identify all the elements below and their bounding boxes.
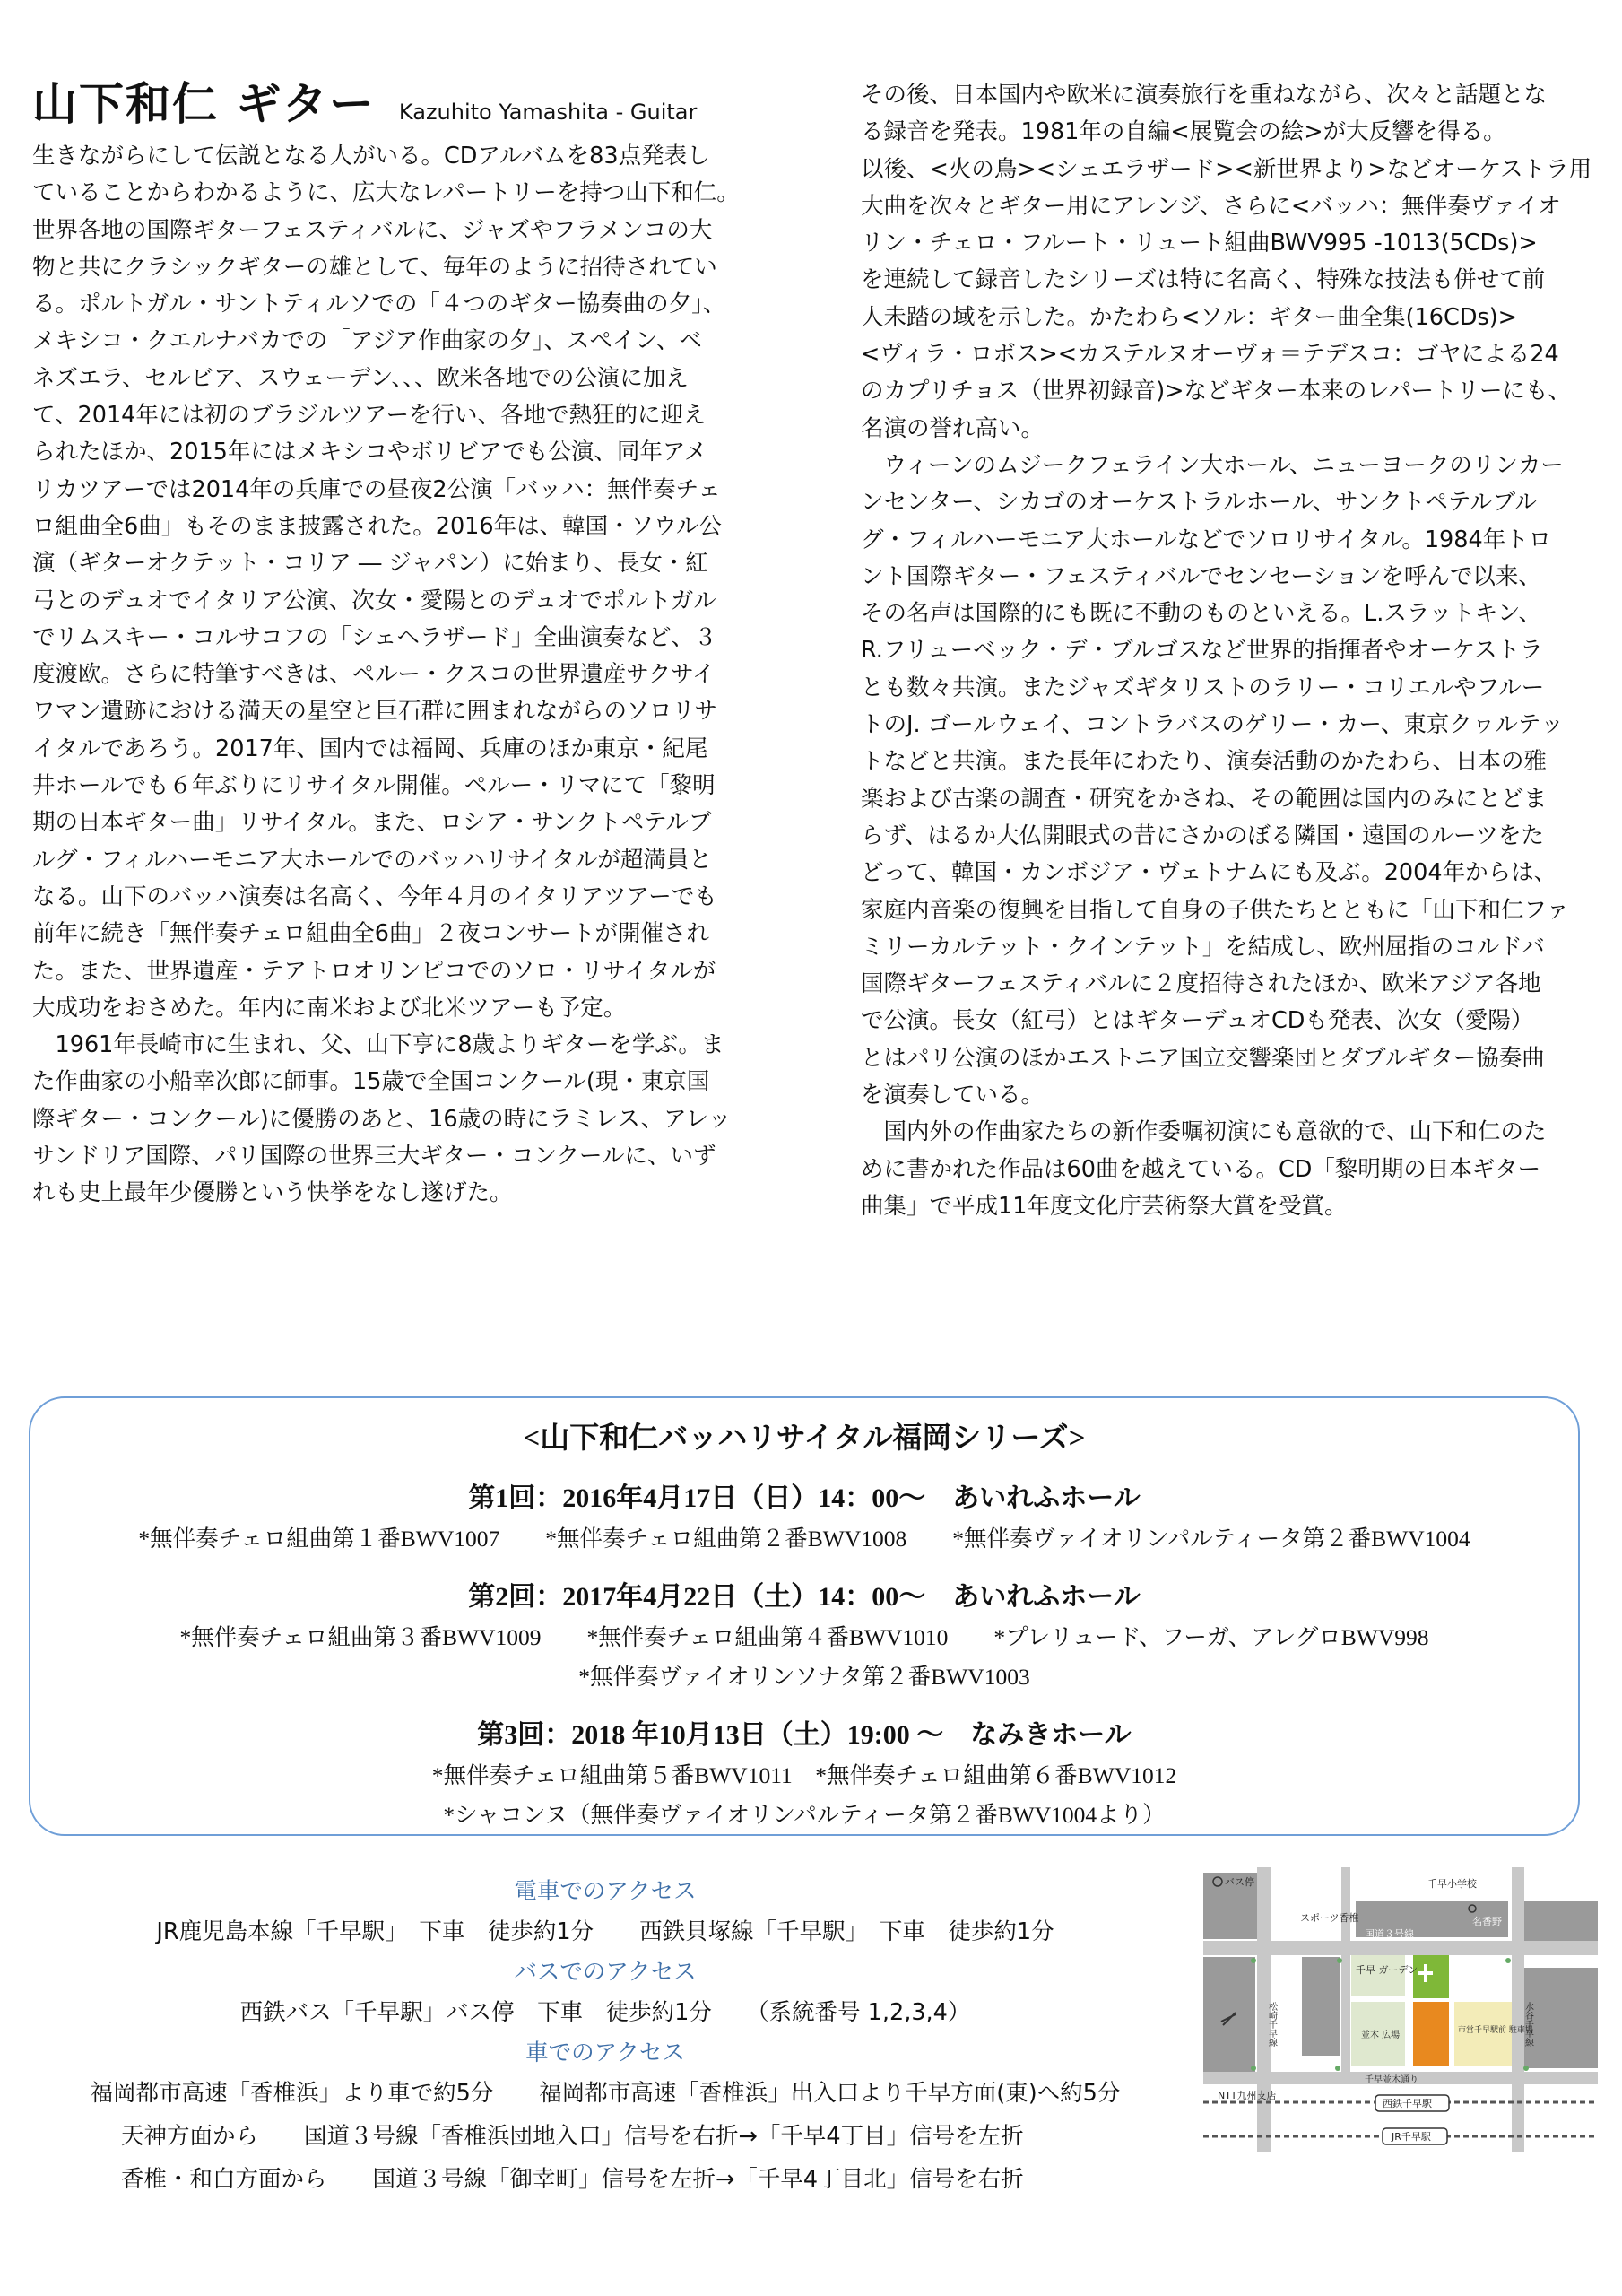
program-line: *無伴奏ヴァイオリンソナタ第２番BWV1003 <box>578 1664 1030 1690</box>
page-title <box>32 74 785 135</box>
bio-paragraph: その後、日本国内や欧米に演奏旅行を重ねながら、次々と話題とな る録音を発表。1981年の自編<展覧会の絵>が大反響を得る。 以後、<火の鳥><シェエラザード><新世界より>などオーケストラ用 大曲を次々とギター用にアレンジ、さらに<バッハ：無伴奏ヴァイオ リン・チェロ・フルート・リュート組曲BWV995 -1013(5CDs)> を連続して録音したシリーズは特に名高く、特殊な技法も併せて前 人未踏の域を示した。かたわら<ソル：ギター曲全集(16CDs)> <ヴィラ・ロボス><カステルヌオーヴォ＝テデスコ：ゴヤによる24 のカプリチョス（世界初録音)>などギター本来のレパートリーにも、 名演の誉れ高い。 <box>861 82 1592 442</box>
map-label: 千早並木通り <box>1365 2075 1418 2085</box>
series-title: <山下和仁バッハリサイタル福岡シリーズ> <box>523 1422 1086 1455</box>
title-english: Kazuhito Yamashita - Guitar <box>398 100 698 125</box>
map-label: 市営千早駅前 駐車場 <box>1458 2026 1533 2035</box>
program-line: *シャコンヌ（無伴奏ヴァイオリンパルティータ第２番BWV1004より） <box>443 1802 1166 1828</box>
biography-left-column <box>32 74 785 1213</box>
road-side <box>1341 1867 1350 2072</box>
map-label: JR千早駅 <box>1392 2131 1431 2143</box>
bio-paragraph: 1961年長崎市に生まれ、父、山下亨に8歳よりギターを学ぶ。ま た作曲家の小船幸次郎に師事。15歳で全国コンクール(現・東京国 際ギター・コンクール)に優勝のあと、16歳の時にラミレス、アレッ サンドリア国際、パリ国際の世界三大ギター・コンクールに、いず れも史上最年少優勝という快挙をなし遂げた。 <box>32 1031 732 1207</box>
concert-heading: 第2回：2017年4月22日（土）14：00～ あいれふホール <box>468 1582 1141 1612</box>
bio-paragraph: 生きながらにして伝説となる人がいる。CDアルバムを83点発表し ていることからわかるように、広大なレパートリーを持つ山下和仁。 世界各地の国際ギターフェスティバルに、ジャズやフラメンコの大 物と共にクラシックギターの雄として、毎年のように招待されてい る。ポルトガル・サントティルソでの「４つのギター協奏曲の夕」、 メキシコ・クエルナバカでの「アジア作曲家の夕」、スペイン、ベ ネズエラ、セルビア、スウェーデン、、、欧米各地での公演に加え て、2014年には初のブラジルツアーを行い、各地で熱狂的に迎え られたほか、2015年にはメキシコやボリビアでも公演、同年アメ リカツアーでは2014年の兵庫での昼夜2公演「バッハ：無伴奏チェ ロ組曲全6曲」もそのまま披露された。2016年は、韓国・ソウル公 演（ギターオクテット・コリア ― ジャパン）に始まり、長女・紅 弓とのデュオでイタリア公演、次女・愛陽とのデュオでポルトガル でリムスキー・コルサコフの「シェヘラザード」全曲演奏など、３ 度渡欧。さらに特筆すべきは、ペルー・クスコの世界遺産サクサイ ワマン遺跡における満天の星空と巨石群に囲まれながらのソロリサ イタルであろう。2017年、国内では福岡、兵庫のほか東京・紀尾 井ホールでも６年ぶりにリサイタル開催。ペルー・リマにて「黎明 期の日本ギター曲」リサイタル。また、ロシア・サンクトペテルブ ルグ・フィルハーモニア大ホールでのバッハリサイタルが超満員と なる。山下のバッハ演奏は名高く、今年４月のイタリアツアーでも 前年に続き「無伴奏チェロ組曲全6曲」２夜コンサートが開催され た。また、世界遺産・テアトロオリンピコでのソロ・リサイタルが 大成功をおさめた。年内に南米および北米ツアーも予定。 <box>32 143 740 1022</box>
city-block <box>1524 1968 1598 2068</box>
access-train-line: JR鹿児島本線「千早駅」 下車 徒歩約1分 西鉄貝塚線「千早駅」 下車 徒歩約1分 <box>156 1918 1054 1945</box>
title-japanese: 山下和仁 ギター <box>32 78 376 130</box>
access-heading-train: 電車でのアクセス <box>514 1878 697 1905</box>
bio-paragraph: 国内外の作曲家たちの新作委嘱初演にも意欲的で、山下和仁のた めに書かれた作品は60曲を越えている。CD「黎明期の日本ギター 曲集」で平成11年度文化庁芸術祭大賞を受賞。 <box>861 1118 1547 1220</box>
venue-block <box>1413 2002 1449 2066</box>
concert-heading: 第1回：2016年4月17日（日）14：00～ あいれふホール <box>468 1483 1141 1513</box>
access-bus-line: 西鉄バス「千早駅」バス停 下車 徒歩約1分 （系統番号 1,2,3,4） <box>239 1999 971 2026</box>
map-label: 水谷千早線 <box>1522 2002 1533 2047</box>
access-heading-car: 車でのアクセス <box>525 2039 685 2066</box>
map-label: スポーツ香椎 <box>1300 1912 1359 1924</box>
concert-1 <box>30 1478 1578 1559</box>
program-line: *無伴奏チェロ組曲第５番BWV1011 *無伴奏チェロ組曲第６番BWV1012 <box>431 1762 1177 1788</box>
map-label: 千早小学校 <box>1427 1878 1477 1890</box>
map-label: 千早 ガーデン <box>1356 1964 1418 1976</box>
concert-program <box>30 1618 1578 1697</box>
concert-heading: 第3回：2018 年10月13日（土）19:00 ～ なみきホール <box>477 1720 1132 1750</box>
bio-paragraph: ウィーンのムジークフェライン大ホール、ニューヨークのリンカー ンセンター、シカゴのオーケストラルホール、サンクトペテルブル グ・フィルハーモニア大ホールなどでソロリサイタル。1984年トロ ント国際ギター・フェスティバルでセンセーションを呼んで以来、 その名声は国際的にも既に不動のものといえる。L.スラットキン、 R.フリューベック・デ・ブルゴスなど世界的指揮者やオーケストラ とも数々共演。またジャズギタリストのラリー・コリエルやフルー トのJ. ゴールウェイ、コントラバスのゲリー・カー、東京クヮルテッ トなどと共演。また長年にわたり、演奏活動のかたわら、日本の雅 楽および古楽の調査・研究をかさね、その範囲は国内のみにとどま らず、はるか大仏開眼式の昔にさかのぼる隣国・遠国のルーツをた どって、韓国・カンボジア・ヴェトナムにも及ぶ。2004年からは、 家庭内音楽の復興を目指して自身の子供たちとともに「山下和仁ファ ミリーカルテット・クインテット」を結成し、欧州屈指のコルドバ 国際ギターフェスティバルに２度招待されたほか、欧米アジア各地 で公演。長女（紅弓）とはギターデュオCDも発表、次女（愛陽） とはパリ公演のほかエストニア国立交響楽団とダブルギター協奏曲 を演奏している。 <box>861 451 1569 1109</box>
access-heading-bus: バスでのアクセス <box>514 1959 697 1986</box>
concert-program <box>30 1756 1578 1835</box>
map-label: 西鉄千早駅 <box>1383 2098 1432 2109</box>
map-label: 国道３号線 <box>1365 1928 1414 1940</box>
access-car-line: 福岡都市高速「香椎浜」より車で約5分 福岡都市高速「香椎浜」出入口より千早方面(東)へ約5分 <box>90 2080 1121 2107</box>
concert-3 <box>30 1715 1578 1835</box>
program-line: *無伴奏チェロ組曲第１番BWV1007 *無伴奏チェロ組曲第２番BWV1008 *無伴奏ヴァイオリンパルティータ第２番BWV1004 <box>138 1526 1470 1552</box>
access-car-line: 天神方面から 国道３号線「香椎浜団地入口」信号を右折→「千早4丁目」信号を左折 <box>121 2123 1024 2150</box>
biography-right-column <box>861 77 1614 1225</box>
access-info <box>27 1873 1184 2201</box>
map-label: 名香野 <box>1472 1916 1502 1927</box>
concert-program <box>30 1519 1578 1559</box>
landmark-block <box>1413 1953 1449 1998</box>
access-map <box>1203 1867 1598 2152</box>
map-label: バス停 <box>1225 1876 1254 1888</box>
city-block <box>1302 1957 1340 2056</box>
map-label: 松崎千早線 <box>1266 2002 1277 2047</box>
program-line: *無伴奏チェロ組曲第３番BWV1009 *無伴奏チェロ組曲第４番BWV1010 *プレリュード、フーガ、アレグロBWV998 <box>179 1624 1429 1650</box>
concert-2 <box>30 1577 1578 1697</box>
map-label: NTT九州支店 <box>1218 2090 1277 2101</box>
map-label: 並木 広場 <box>1361 2031 1401 2040</box>
city-block <box>1203 1957 1255 2074</box>
access-car-line: 香椎・和白方面から 国道３号線「御幸町」信号を左折→「千早4丁目北」信号を右折 <box>121 2166 1024 2193</box>
recital-series-box <box>29 1396 1580 1836</box>
